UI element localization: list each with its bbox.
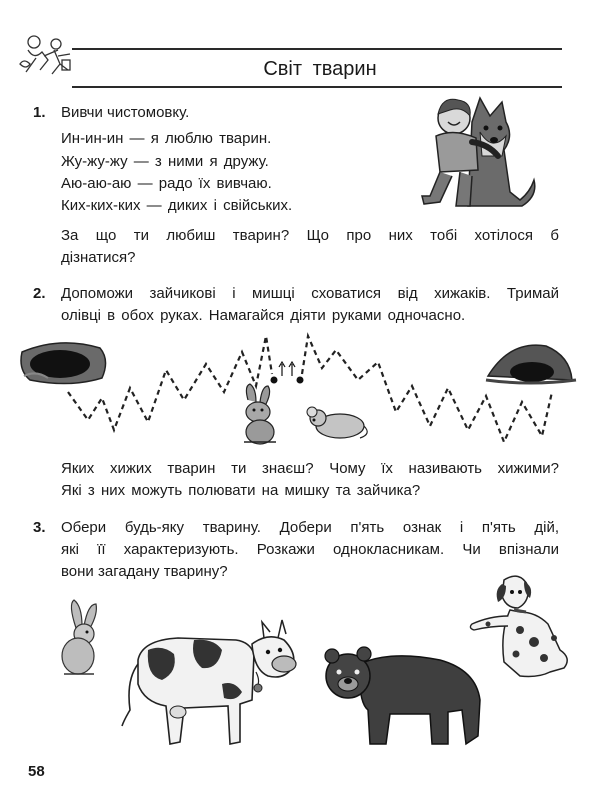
boy-hugging-dog-illustration (410, 92, 540, 217)
bunny-illustration (244, 384, 276, 444)
verse-line-1: Ин-ин-ин — я люблю тварин. (61, 130, 272, 147)
task-2-instruction-line-1: Допоможи зайчикові і мишці сховатися від хижаків. Тримай (61, 285, 559, 302)
task-2-instruction-line-2: олівці в обох руках. Намагайся діяти руками одночасно. (61, 307, 466, 324)
task-1-question-line-2: дізнатися? (61, 249, 136, 266)
task-2-number: 2. (33, 285, 46, 302)
header-top-line (72, 48, 562, 50)
task-3-text-line-1: Обери будь-яку тварину. Добери п'ять ознак і п'ять дій, (61, 519, 559, 536)
task-1-question-line-1: За що ти любиш тварин? Що про них тобі хотілося б (61, 227, 559, 244)
task-2-question-line-1: Яких хижих тварин ти знаєш? Чому їх називають хижими? (61, 460, 559, 477)
verse-line-4: Ких-ких-ких — диких і свійських. (61, 197, 293, 214)
task-1-instruction: Вивчи чистомовку. (61, 104, 190, 121)
tracing-maze[interactable] (10, 330, 590, 450)
page-number: 58 (28, 763, 45, 780)
dalmatian-illustration (464, 572, 576, 682)
task-1-number: 1. (33, 104, 46, 121)
task-3-text-line-2: які її характеризують. Розкажи однокласникам. Чи впізнали (61, 541, 559, 558)
log-burrow-illustration (21, 343, 106, 384)
mouse-illustration (307, 407, 367, 438)
header-bottom-line (72, 86, 562, 88)
verse-line-2: Жу-жу-жу — з ними я дружу. (61, 153, 269, 170)
task-3-text-line-3: вони загадану тварину? (61, 563, 228, 580)
rock-burrow-illustration (486, 345, 576, 383)
task-2-question-line-2: Які з них можуть полювати на мишку та зайчика? (61, 482, 421, 499)
cow-illustration (118, 610, 300, 752)
rabbit-illustration (54, 598, 108, 678)
task-3-number: 3. (33, 519, 46, 536)
verse-line-3: Аю-аю-аю — радо їх вивчаю. (61, 175, 272, 192)
page-title: Світ тварин (263, 58, 377, 80)
